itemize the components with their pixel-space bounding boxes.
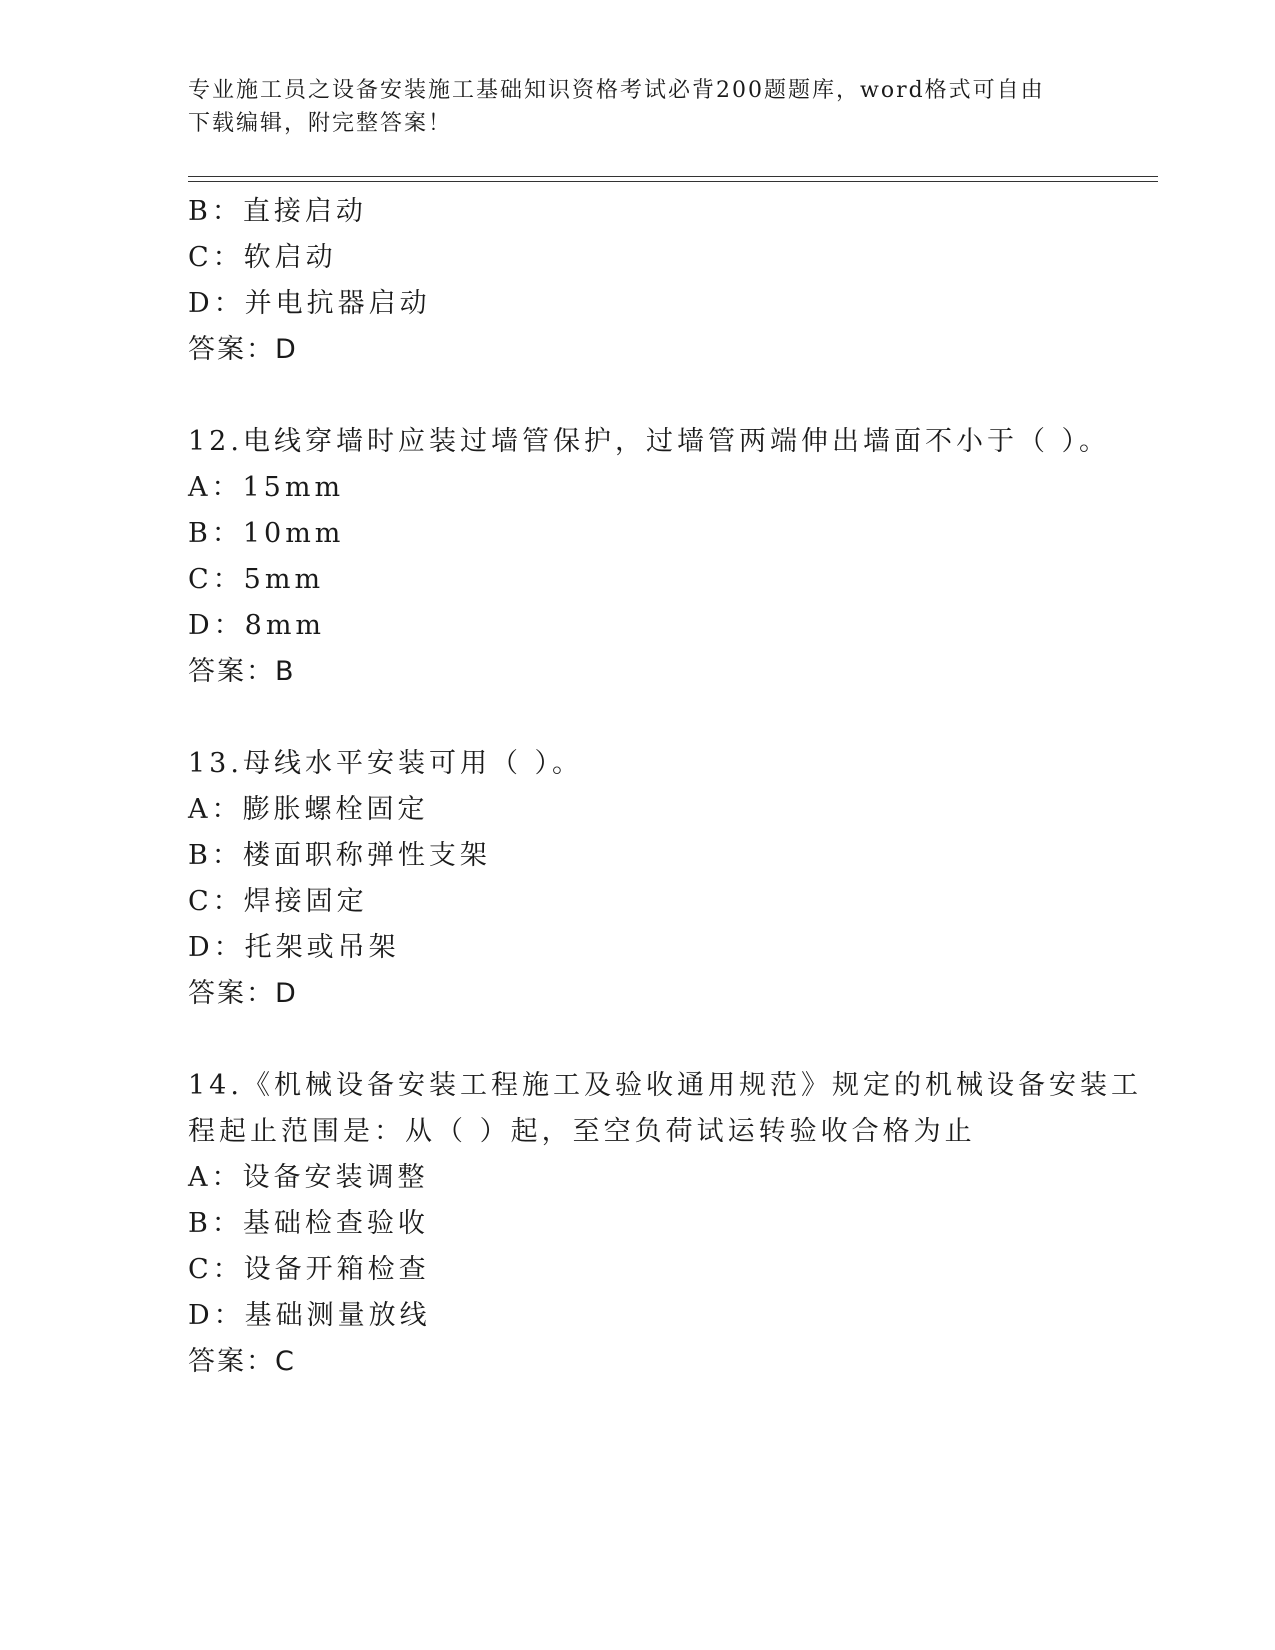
header-rule-bottom bbox=[188, 181, 1158, 182]
question-text-line-1: 14.《机械设备安装工程施工及验收通用规范》规定的机械设备安装工 bbox=[188, 1070, 1142, 1101]
option-d: D：8mm bbox=[188, 610, 326, 641]
option-a: A：膨胀螺栓固定 bbox=[188, 794, 429, 825]
option-b: B：楼面职称弹性支架 bbox=[188, 840, 491, 871]
header-line-2: 下载编辑，附完整答案！ bbox=[188, 111, 453, 136]
question-text: 12.电线穿墙时应装过墙管保护，过墙管两端伸出墙面不小于（ ）。 bbox=[188, 426, 1111, 457]
answer-line: 答案：C bbox=[188, 1346, 296, 1377]
option-a: A：设备安装调整 bbox=[188, 1162, 429, 1193]
option-d: D：托架或吊架 bbox=[188, 932, 400, 963]
answer-line: 答案：D bbox=[188, 334, 298, 365]
option-c: C：5mm bbox=[188, 564, 325, 595]
option-c: C：软启动 bbox=[188, 242, 337, 273]
question-14 bbox=[188, 1063, 1148, 1385]
question-13 bbox=[188, 741, 1148, 1017]
header-line-1: 专业施工员之设备安装施工基础知识资格考试必背200题题库，word格式可自由 bbox=[188, 78, 1045, 103]
question-list bbox=[188, 189, 1148, 1385]
question-text: 13.母线水平安装可用（ ）。 bbox=[188, 748, 584, 779]
question-12 bbox=[188, 419, 1148, 695]
answer-line: 答案：B bbox=[188, 656, 296, 687]
answer-line: 答案：D bbox=[188, 978, 298, 1009]
option-c: C：焊接固定 bbox=[188, 886, 368, 917]
question-11-partial bbox=[188, 189, 1148, 373]
option-b: B：基础检查验收 bbox=[188, 1208, 429, 1239]
option-d: D：并电抗器启动 bbox=[188, 288, 431, 319]
header-rule-top bbox=[188, 176, 1158, 177]
option-d: D：基础测量放线 bbox=[188, 1300, 431, 1331]
option-b: B：直接启动 bbox=[188, 196, 367, 227]
document-header bbox=[188, 74, 1068, 140]
option-c: C：设备开箱检查 bbox=[188, 1254, 430, 1285]
option-b: B：10mm bbox=[188, 518, 345, 549]
question-text-line-2: 程起止范围是：从（ ）起，至空负荷试运转验收合格为止 bbox=[188, 1116, 976, 1147]
option-a: A：15mm bbox=[188, 472, 345, 503]
